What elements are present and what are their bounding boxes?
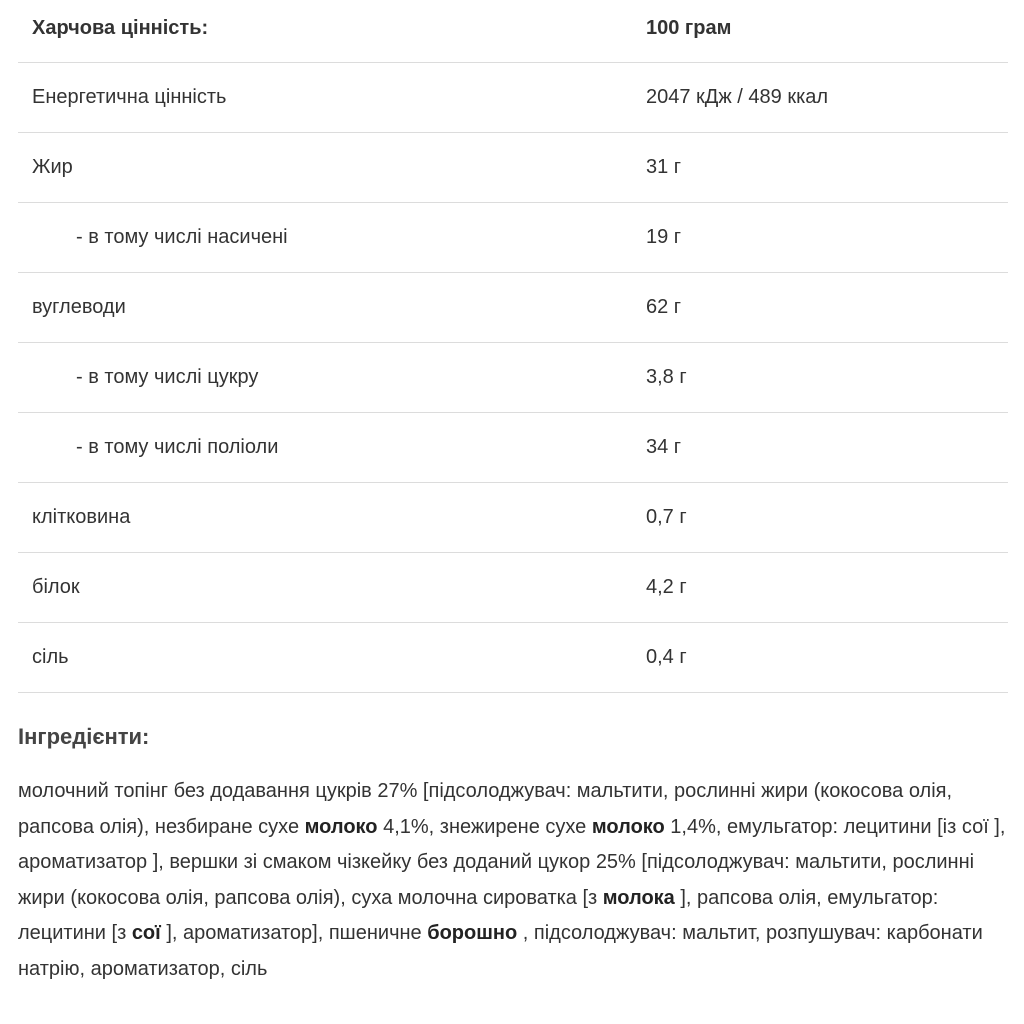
ingredients-segment: молочний топінг без додавання цукрів 27% [підсолоджувач: мальтити, рослинні жири (кокосова олія, рапсова олія), незбиране сухе [18,780,953,838]
ingredients-text [18,774,1008,987]
nutrition-label: сіль [18,623,632,693]
nutrition-value: 0,4 г [632,623,1008,693]
allergen-highlight: борошно [427,922,518,944]
allergen-highlight: молока [602,886,675,909]
ingredients-heading: Інгредієнти: [18,724,150,749]
nutrition-label: - в тому числі цукру [18,343,632,413]
nutrition-row-carbs [18,273,1008,343]
ingredients-segment: , підсолоджувач: мальтит, розпушувач: карбонати натрію, ароматизатор, сіль [18,922,983,980]
nutrition-header-label: Харчова цінність: [18,0,632,63]
nutrition-value: 3,8 г [632,343,1008,413]
ingredients-segment: 1,4%, емульгатор: лецитини [із сої ], ароматизатор ], вершки зі смаком чізкейку без доданий цукор 25% [підсолоджувач: мальтити, рослинні жири (кокосова олія, рапсова олія), суха молочна сироватка [з [18,815,1006,909]
nutrition-value: 31 г [632,133,1008,203]
nutrition-value: 19 г [632,203,1008,273]
nutrition-row-fat [18,133,1008,203]
nutrition-label: Енергетична цінність [18,63,632,133]
nutrition-label: Жир [18,133,632,203]
allergen-highlight: сої [131,922,161,944]
nutrition-label: білок [18,553,632,623]
nutrition-row-polyols [18,413,1008,483]
nutrition-value: 2047 кДж / 489 ккал [632,63,1008,133]
allergen-highlight: молоко [304,815,378,838]
ingredients-segment: 4,1%, знежирене сухе [377,815,592,838]
nutrition-label: вуглеводи [18,273,632,343]
ingredients-segment: ], рапсова олія, емульгатор: лецитини [з [18,886,939,944]
nutrition-value: 34 г [632,413,1008,483]
allergen-highlight: молоко [591,815,665,838]
nutrition-label: - в тому числі насичені [18,203,632,273]
nutrition-value: 62 г [632,273,1008,343]
nutrition-row-sugars [18,343,1008,413]
nutrition-label: - в тому числі поліоли [18,413,632,483]
nutrition-table [18,0,1008,693]
ingredients-segment: ], ароматизатор], пшеничне [160,922,428,944]
nutrition-row-salt [18,623,1008,693]
nutrition-row-saturated [18,203,1008,273]
nutrition-row-energy [18,63,1008,133]
nutrition-label: клітковина [18,483,632,553]
nutrition-value: 4,2 г [632,553,1008,623]
nutrition-row-protein [18,553,1008,623]
nutrition-value: 0,7 г [632,483,1008,553]
nutrition-header-value: 100 грам [632,0,1008,63]
nutrition-header-row [18,0,1008,63]
nutrition-row-fibre [18,483,1008,553]
